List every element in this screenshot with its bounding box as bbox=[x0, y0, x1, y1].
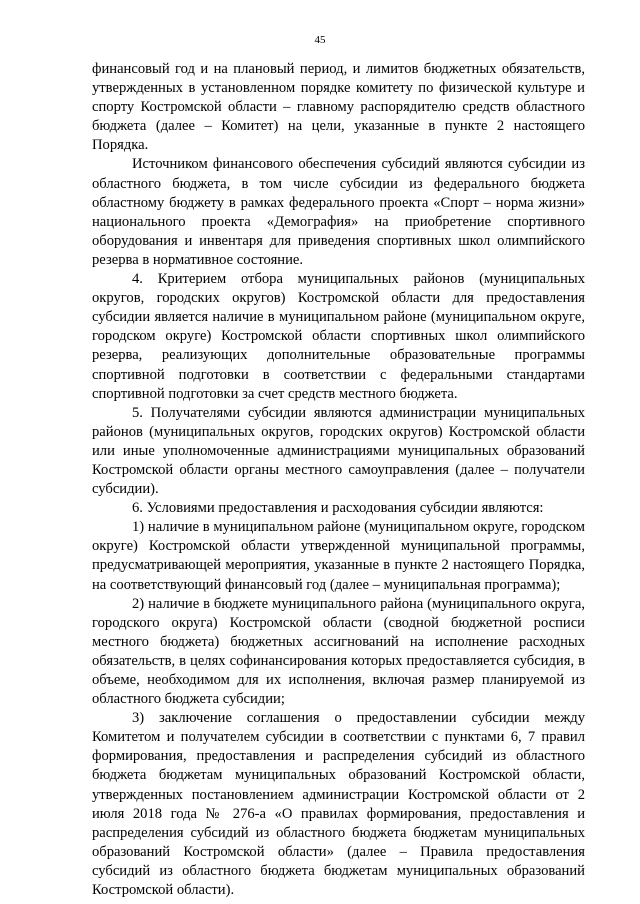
paragraph-item-5: 5. Получателями субсидии являются администрации муниципальных районов (муниципальных округов, городских округов) Костромской области или иные уполномоченные администрациями муниципальных образований Костромской области органы местного самоуправления (далее – получатели субсидии). bbox=[92, 404, 585, 498]
page-number: 45 bbox=[314, 34, 326, 46]
paragraph-item-6: 6. Условиями предоставления и расходования субсидии являются: bbox=[132, 500, 544, 517]
paragraph-continuation: финансовый год и на плановый период, и лимитов бюджетных обязательств, утвержденных в установленном порядке комитету по физической культуре и спорту Костромской области – главному распорядителю средств областного бюджета (далее – Комитет) на цели, указанные в пункте 2 настоящего Порядка. bbox=[92, 61, 585, 154]
paragraph-subitem-3: 3) заключение соглашения о предоставлении субсидии между Комитетом и получателем субсидии в соответствии с пунктами 6, 7 правил формирования, предоставления и распределения субсидий из областного бюджета бюджетам муниципальных образований Костромской области, утвержденных постановлением администрации Костромской области от 2 июля 2018 года № 276-а «О правилах формирования, предоставления и распределения субсидий из областного бюджета бюджетам муниципальных образований Костромской области» (далее – Правила предоставления субсидий из областного бюджета бюджетам муниципальных образований Костромской области). bbox=[92, 710, 585, 899]
paragraph-funding-source: Источником финансового обеспечения субсидий являются субсидии из областного бюджета, в том числе субсидии из федерального бюджета областному бюджету в рамках федерального проекта «Спорт – норма жизни» национального проекта «Демография» на приобретение спортивного оборудования и инвентаря для приведения спортивных школ олимпийского резерва в нормативное состояние. bbox=[92, 156, 585, 268]
paragraph-item-4: 4. Критерием отбора муниципальных районов (муниципальных округов, городских округов) Костромской области для предоставления субсидии является наличие в муниципальном районе (муниципальном округе, городском округе) Костромской области спортивных школ олимпийского резерва, реализующих дополнительные образовательные программы спортивной подготовки в соответствии с федеральными стандартами спортивной подготовки за счет средств местного бюджета. bbox=[92, 271, 585, 402]
paragraph-subitem-1: 1) наличие в муниципальном районе (муниципальном округе, городском округе) Костромской области утвержденной муниципальной программы, предусматривающей мероприятия, указанные в пункте 2 настоящего Порядка, на соответствующий финансовый год (далее – муниципальная программа); bbox=[92, 519, 585, 593]
document-body bbox=[92, 60, 585, 900]
paragraph-subitem-2: 2) наличие в бюджете муниципального района (муниципального округа, городского округа) Костромской области (сводной бюджетной росписи местного бюджета) бюджетных ассигнований на исполнение расходных обязательств, в целях софинансирования которых предоставляется субсидия, в объеме, необходимом для их исполнения, включая размер планируемой из областного бюджета субсидии; bbox=[92, 595, 585, 708]
